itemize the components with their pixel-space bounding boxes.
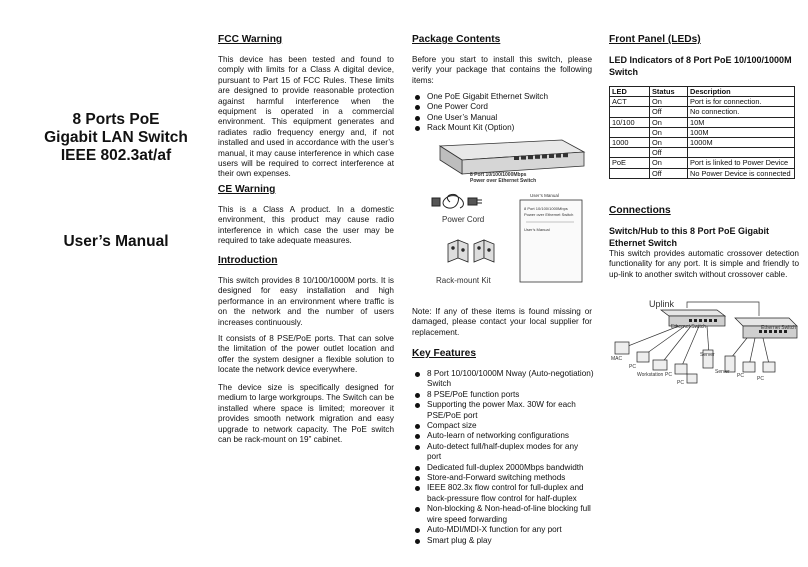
feature-item: Non-blocking & Non-head-of-line blocking full wire speed forwarding <box>412 504 594 525</box>
table-row <box>610 107 795 117</box>
package-list <box>412 92 592 134</box>
feature-item: IEEE 802.3x flow control for full-duplex and back-pressure flow control for half-duplex <box>412 483 594 504</box>
front-panel-heading: Front Panel (LEDs) <box>609 34 701 45</box>
device-label-1: 8 Port 10/100/1000Mbps <box>470 172 527 178</box>
workstation-image <box>653 360 667 370</box>
status-cell: On <box>650 138 688 148</box>
mac-image <box>615 342 629 354</box>
led-column-header: LED <box>610 87 650 97</box>
led-cell <box>610 168 650 178</box>
package-heading: Package Contents <box>412 34 501 45</box>
table-row <box>610 127 795 137</box>
table-row <box>610 148 795 158</box>
pc-2-image <box>675 364 687 374</box>
status-cell: Off <box>650 148 688 158</box>
description-cell: 100M <box>688 127 795 137</box>
led-subheading: LED Indicators of 8 Port PoE 10/100/1000M Switch <box>609 55 792 77</box>
table-row <box>610 117 795 127</box>
package-intro: Before you start to install this switch, please verify your package that contains the following items: <box>412 55 592 85</box>
fcc-heading: FCC Warning <box>218 34 283 45</box>
manual-cover-1: 8 Port 10/100/1000Mbps <box>524 206 568 211</box>
cover-title-line-3: IEEE 802.3at/af <box>60 147 172 164</box>
pc-3-image <box>687 374 697 383</box>
intro-paragraph-3: The device size is specifically designed for medium to large workgroups. The Switch can be installed where space is limited; moreover it provides smooth network migration and easy upgrade to network capacity. The PoE switch can be rack-mount on 19” cabinet. <box>218 383 394 445</box>
table-row <box>610 168 795 178</box>
pc-2-label: PC <box>665 372 672 378</box>
manual-cover-2: Power over Ethernet Switch <box>524 212 574 217</box>
cover-title-line-2: Gigabit LAN Switch <box>44 129 188 146</box>
ce-heading: CE Warning <box>218 184 276 195</box>
status-cell: Off <box>650 168 688 178</box>
pc-4-label: PC <box>737 373 744 379</box>
status-column-header: Status <box>650 87 688 97</box>
description-cell: 1000M <box>688 138 795 148</box>
package-item: One PoE Gigabit Ethernet Switch <box>412 92 592 102</box>
table-row <box>610 138 795 148</box>
status-cell: Off <box>650 107 688 117</box>
rack-kit-label: Rack-mount Kit <box>436 276 491 285</box>
ce-body: This is a Class A product. In a domestic environment, this product may cause radio interference in which case the user may be required to take adequate measures. <box>218 205 394 246</box>
description-column-header: Description <box>688 87 795 97</box>
led-cell: 10/100 <box>610 117 650 127</box>
pc-5-label: PC <box>757 376 764 382</box>
manual-cover-3: User’s Manual <box>524 227 550 232</box>
connections-body: This switch provides automatic crossover detection functionality for any port. It is simple and friendly to up-link to another switch without crossover cable. <box>609 249 799 279</box>
feature-item: 8 PSE/PoE function ports <box>412 390 594 400</box>
status-cell: On <box>650 158 688 168</box>
description-cell: Port is for connection. <box>688 97 795 107</box>
cover-title-line-1: 8 Ports PoE <box>72 111 160 128</box>
power-cord-label: Power Cord <box>442 215 485 224</box>
server-2-label: Server <box>715 369 730 375</box>
intro-heading: Introduction <box>218 255 278 266</box>
feature-item: 8 Port 10/100/1000M Nway (Auto-negotiation) Switch <box>412 369 594 390</box>
description-cell: No Power Device is connected <box>688 168 795 178</box>
led-cell <box>610 148 650 158</box>
status-cell: On <box>650 127 688 137</box>
connections-heading: Connections <box>609 205 671 216</box>
description-cell: Port is linked to Power Device <box>688 158 795 168</box>
features-heading: Key Features <box>412 348 476 359</box>
led-table <box>609 86 795 179</box>
feature-item: Auto-learn of networking configurations <box>412 431 594 441</box>
description-cell: No connection. <box>688 107 795 117</box>
table-row <box>610 158 795 168</box>
cover-subtitle: User’s Manual <box>63 233 169 250</box>
feature-item: Auto-detect full/half-duplex modes for any port <box>412 442 594 463</box>
features-list <box>412 369 594 546</box>
power-cord-image <box>432 194 482 208</box>
package-item: Rack Mount Kit (Option) <box>412 123 592 133</box>
package-item: One User’s Manual <box>412 113 592 123</box>
led-cell: ACT <box>610 97 650 107</box>
description-cell: 10M <box>688 117 795 127</box>
uplink-label: Uplink <box>649 299 675 309</box>
table-row <box>610 97 795 107</box>
package-item: One Power Cord <box>412 102 592 112</box>
pc-5-image <box>763 362 775 372</box>
feature-item: Supporting the power Max. 30W for each PSE/PoE port <box>412 400 594 421</box>
led-cell <box>610 107 650 117</box>
cover-title <box>26 111 206 165</box>
pc-1-image <box>637 352 649 362</box>
package-note: Note: If any of these items is found missing or damaged, please contact your local supplier for replacement. <box>412 307 592 337</box>
led-cell <box>610 127 650 137</box>
pc-4-image <box>743 362 755 372</box>
device-label-2: Power over Ethernet Switch <box>470 178 537 184</box>
switch-1-label: Ethernet Switch <box>671 324 707 330</box>
led-cell: PoE <box>610 158 650 168</box>
workstation-label: Workstation <box>637 372 664 378</box>
status-cell: On <box>650 97 688 107</box>
feature-item: Dedicated full-duplex 2000Mbps bandwidth <box>412 463 594 473</box>
description-cell <box>688 148 795 158</box>
feature-item: Store-and-Forward switching methods <box>412 473 594 483</box>
fcc-body: This device has been tested and found to comply with limits for a Class A digital device, pursuant to Part 15 of FCC Rules. These limits are designed to provide reasonable protection against harmful interference when the equipment is operated in a commercial environment. This equipment generates and radiates radio frequency energy and, if not installed and used in accordance with the user’s manual, it may cause interference in which case users will be required to correct interference at their own expenses. <box>218 55 394 179</box>
status-cell: On <box>650 117 688 127</box>
feature-item: Smart plug & play <box>412 536 594 546</box>
switch-2-label: Ethernet Switch <box>761 325 797 331</box>
rack-mount-kit-image <box>448 240 494 262</box>
pc-1-label: PC <box>629 364 636 370</box>
connections-subheading: Switch/Hub to this 8 Port PoE Gigabit Ethernet Switch <box>609 226 770 248</box>
intro-paragraph-1: This switch provides 8 10/100/1000M ports. It is designed for easy installation and high performance in an environment where traffic is on the network and the number of users increases continuously. <box>218 276 394 327</box>
feature-item: Compact size <box>412 421 594 431</box>
switch-device-image <box>440 140 584 174</box>
package-illustration <box>422 136 594 286</box>
pc-3-label: PC <box>677 380 684 386</box>
server-1-label: Server <box>700 352 715 358</box>
led-table-header-row <box>610 87 795 97</box>
intro-paragraph-2: It consists of 8 PSE/PoE ports. That can solve the limitation of the power outlet location and offer the system designer a flexible solution to locate the network device everywhere. <box>218 334 394 375</box>
led-cell: 1000 <box>610 138 650 148</box>
network-diagram <box>609 296 801 396</box>
feature-item: Auto-MDI/MDI-X function for any port <box>412 525 594 535</box>
manual-label: User’s Manual <box>530 193 559 198</box>
mac-label: MAC <box>611 356 623 362</box>
